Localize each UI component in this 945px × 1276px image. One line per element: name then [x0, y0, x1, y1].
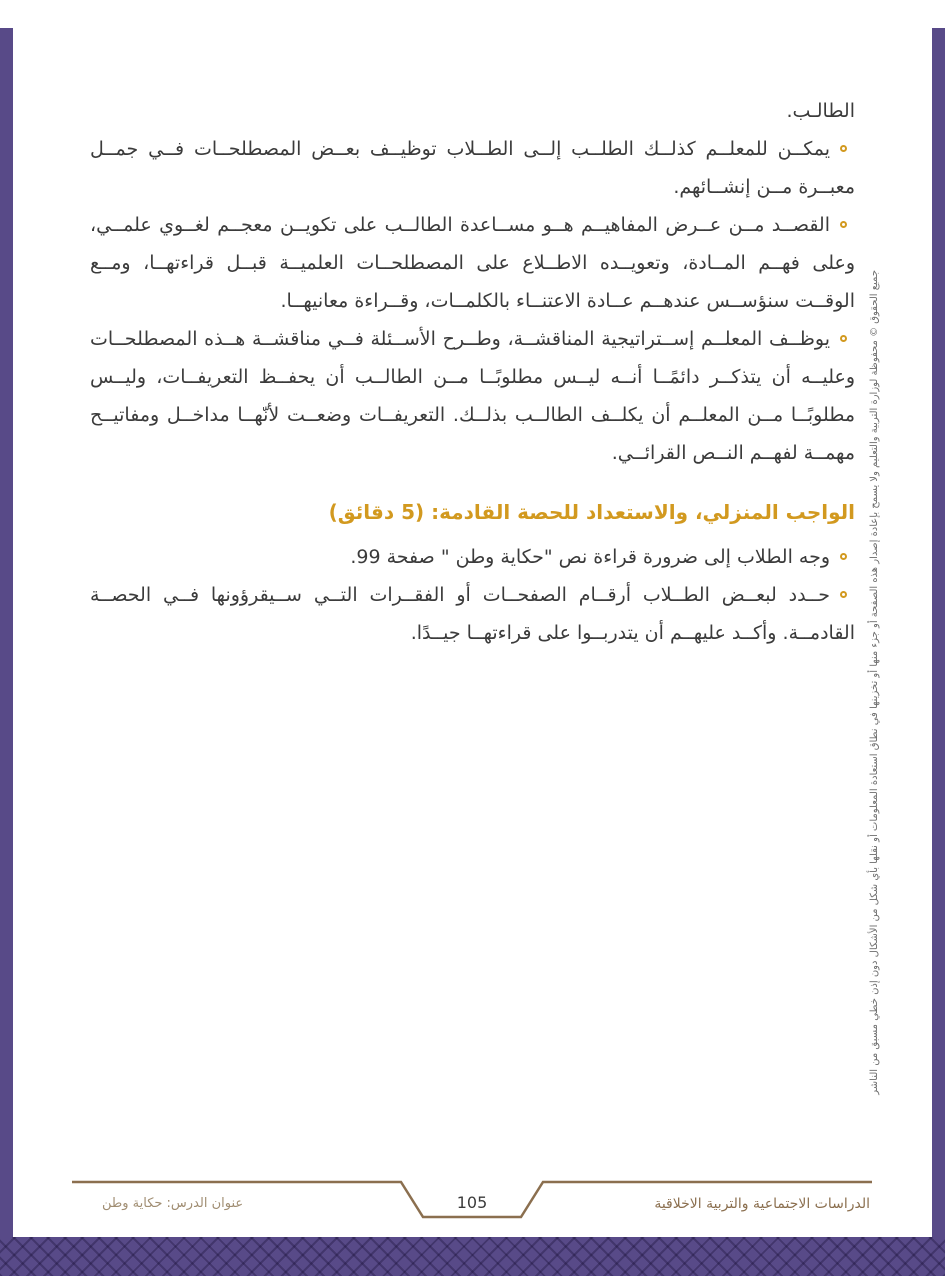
list-item: [90, 130, 855, 206]
bullet-icon: [840, 335, 847, 342]
bullet-icon: [840, 591, 847, 598]
footer-lesson-title: عنوان الدرس: حكاية وطن: [102, 1196, 244, 1211]
footer-subject: الدراسات الاجتماعية والتربية الاخلاقية: [654, 1196, 870, 1212]
list-item: [90, 576, 855, 652]
right-border-strip: [932, 28, 945, 1276]
list-item-text: حــدد لبعــض الطــلاب أرقــام الصفحــات أو الفقــرات التــي ســيقرؤونها فــي الحصــة القادمــة. وأكــد عليهــم أن يتدربــوا على قراءتهــا جيــدًا.: [90, 584, 855, 644]
list-item-text: يوظــف المعلــم إســتراتيجية المناقشــة، وطــرح الأســئلة فــي مناقشــة هــذه المصطلحــات وعليــه أن يتذكــر دائمًــا أنــه ليــس مطلوبًــا مــن الطالــب أن يحفــظ التعريفــات، وليــس مطلوبًــا مــن المعلــم أن يكلــف الطالــب بذلــك. التعريفــات وضعــت لأنّهــا مداخــل ومفاتيــح مهمــة لفهــم النــص القرائــي.: [90, 328, 855, 464]
bullet-icon: [840, 553, 847, 560]
list-item-text: يمكــن للمعلــم كذلــك الطلــب إلــى الطــلاب توظيــف بعــض المصطلحــات فــي جمــل معبــرة مــن إنشــائهم.: [90, 138, 855, 198]
list-item: [90, 206, 855, 320]
page-footer: [72, 1180, 872, 1232]
paragraph-tail: الطالـب.: [786, 100, 855, 122]
bullet-icon: [840, 145, 847, 152]
page-content: [90, 92, 855, 652]
decorative-pattern-band: [0, 1237, 945, 1276]
copyright-notice: جميع الحقوق © محفوظة لوزارة التربية والتعليم ولا يسمح بإعادة إصدار هذه الصفحة أو جزء منها أو تخزينها في نطاق استعادة المعلومات أو نقلها بأي شكل من الأشكال دون إذن خطي مسبق من الناشر: [869, 270, 880, 1095]
list-item-text: القصــد مــن عــرض المفاهيــم هــو مســاعدة الطالــب على تكويــن معجــم لغــوي علمــي، وعلى فهــم المــادة، وتعويــده الاطــلاع على المصطلحــات العلميــة قبــل قراءتهــا، ومــع الوقــت سنؤســس عندهــم عــادة الاعتنــاء بالكلمــات، وقــراءة معانيهــا.: [90, 214, 855, 312]
list-item-text: وجه الطلاب إلى ضرورة قراءة نص "حكاية وطن " صفحة 99.: [350, 546, 830, 568]
page-number: 105: [456, 1193, 488, 1212]
list-item: [90, 538, 855, 576]
bullet-icon: [840, 221, 847, 228]
left-border-strip: [0, 28, 13, 1276]
section-heading: الواجب المنزلي، والاستعداد للحصة القادمة: (5 دقائق): [328, 500, 855, 524]
list-item: [90, 320, 855, 472]
